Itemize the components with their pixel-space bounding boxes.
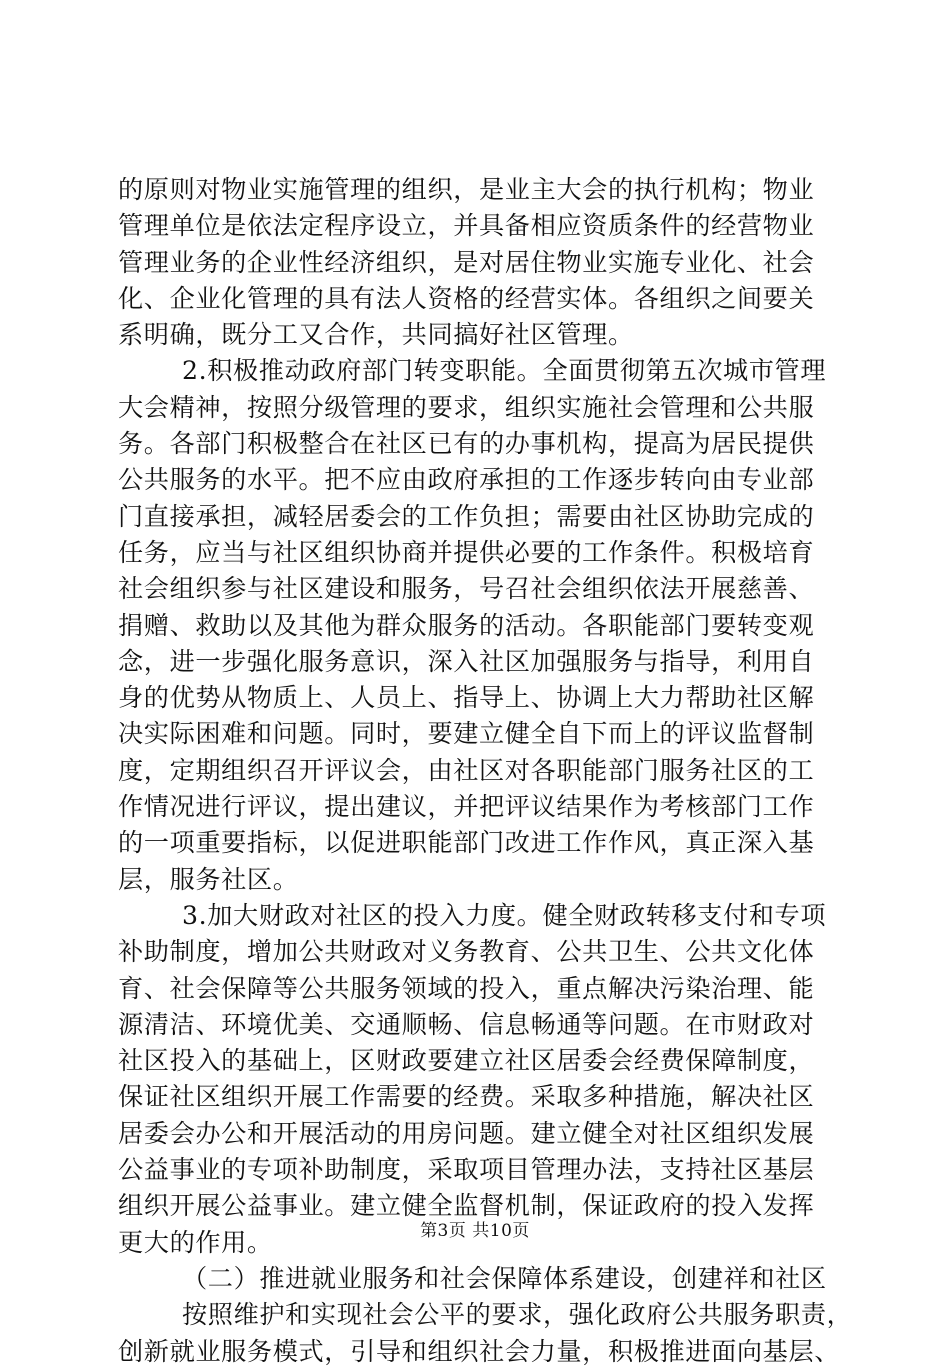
text-line: 组织开展公益事业。建立健全监督机制，保证政府的投入发挥 [118,1191,815,1221]
text-line: 3.加大财政对社区的投入力度。健全财政转移支付和专项 [182,900,827,930]
text-line: 度，定期组织召开评议会，由社区对各职能部门服务社区的工 [118,755,815,785]
text-line: 任务，应当与社区组织协商并提供必要的工作条件。积极培育 [118,537,815,567]
text-line: 社区投入的基础上，区财政要建立社区居委会经费保障制度， [118,1046,815,1076]
text-line: 务。各部门积极整合在社区已有的办事机构，提高为居民提供 [118,429,815,459]
text-line: 创新就业服务模式，引导和组织社会力量，积极推进面向基层、 [118,1336,841,1366]
text-line: 社会组织参与社区建设和服务，号召社会组织依法开展慈善、 [118,574,815,604]
paragraph-3 [118,898,838,1261]
document-body [118,172,853,1370]
text-line: 源清洁、环境优美、交通顺畅、信息畅通等问题。在市财政对 [118,1009,815,1039]
paragraph-1 [118,172,838,353]
text-line: 公益事业的专项补助制度，采取项目管理办法，支持社区基层 [118,1155,815,1185]
text-line: 按照维护和实现社会公平的要求，强化政府公共服务职责， [182,1300,853,1330]
text-line: 身的优势从物质上、人员上、指导上、协调上大力帮助社区解 [118,683,815,713]
text-line: 层，服务社区。 [118,864,299,894]
section-heading-text: （二）推进就业服务和社会保障体系建设，创建祥和社区 [182,1263,827,1293]
text-line: 的一项重要指标，以促进职能部门改进工作作风，真正深入基 [118,828,815,858]
page-number-footer: 第3页 共10页 [420,1221,530,1241]
text-line: 作情况进行评议，提出建议，并把评议结果作为考核部门工作 [118,792,815,822]
section-heading [118,1261,838,1297]
text-line: 的原则对物业实施管理的组织，是业主大会的执行机构；物业 [118,175,815,204]
text-line: 管理单位是依法定程序设立，并具备相应资质条件的经营物业 [118,211,815,241]
text-line: 保证社区组织开展工作需要的经费。采取多种措施，解决社区 [118,1082,815,1112]
text-line: 管理业务的企业性经济组织，是对居住物业实施专业化、社会 [118,247,815,277]
text-line: 决实际困难和问题。同时，要建立健全自下而上的评议监督制 [118,719,815,749]
paragraph-4 [118,1297,853,1370]
text-line: 2.积极推动政府部门转变职能。全面贯彻第五次城市管理 [182,356,827,386]
paragraph-2 [118,353,838,897]
text-line: 念，进一步强化服务意识，深入社区加强服务与指导，利用自 [118,646,815,676]
text-line: 门直接承担，减轻居委会的工作负担；需要由社区协助完成的 [118,501,815,531]
text-line: 居委会办公和开展活动的用房问题。建立健全对社区组织发展 [118,1118,815,1148]
text-line: 捐赠、救助以及其他为群众服务的活动。各职能部门要转变观 [118,610,815,640]
text-line: 更大的作用。 [118,1227,273,1257]
text-line: 大会精神，按照分级管理的要求，组织实施社会管理和公共服 [118,392,815,422]
text-line: 系明确，既分工又合作，共同搞好社区管理。 [118,320,634,350]
text-line: 化、企业化管理的具有法人资格的经营实体。各组织之间要关 [118,283,815,313]
text-line: 补助制度，增加公共财政对义务教育、公共卫生、公共文化体 [118,937,815,967]
text-line: 育、社会保障等公共服务领域的投入，重点解决污染治理、能 [118,973,815,1003]
text-line: 公共服务的水平。把不应由政府承担的工作逐步转向由专业部 [118,465,815,495]
